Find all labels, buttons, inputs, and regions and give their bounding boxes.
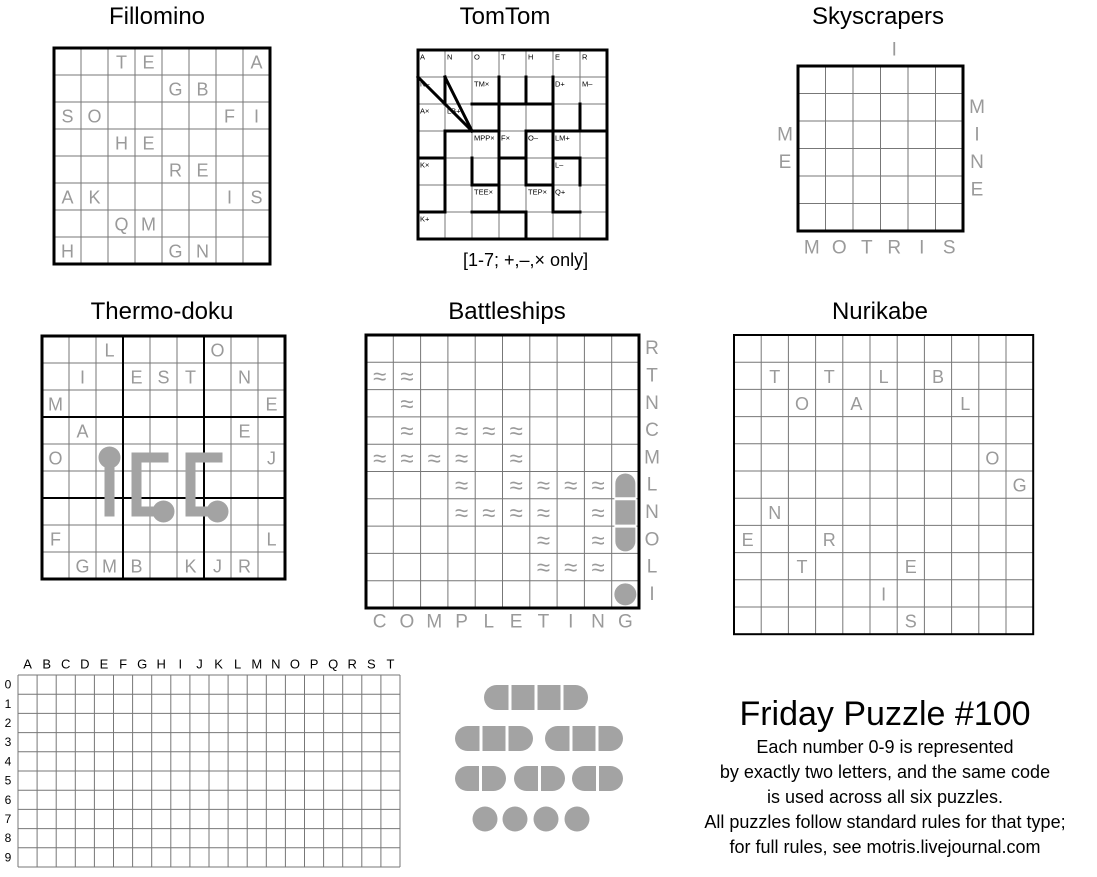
fillomino-clue: N bbox=[196, 241, 209, 262]
skyscrapers-right-clue: E bbox=[970, 179, 984, 201]
answer-row-label: 5 bbox=[4, 773, 12, 788]
nurikabe-clue: O bbox=[985, 448, 1000, 469]
tomtom-cage-clue: TEE× bbox=[474, 187, 493, 197]
fleet-submarine bbox=[534, 807, 559, 832]
info-line: Each number 0-9 is represented bbox=[756, 737, 1014, 757]
nurikabe-clue: L bbox=[878, 366, 889, 387]
fillomino-clue: A bbox=[250, 52, 263, 73]
battleships-row-clue: C bbox=[645, 420, 659, 442]
answer-column-label: B bbox=[42, 656, 51, 672]
water-cell: ≈ bbox=[509, 418, 523, 446]
nurikabe-clue: O bbox=[794, 394, 810, 414]
thermodoku-clue: M bbox=[102, 556, 117, 577]
water-cell: ≈ bbox=[373, 445, 387, 473]
thermodoku-clue: L bbox=[266, 529, 277, 550]
battleships-col-clue: C bbox=[372, 611, 387, 633]
thermodoku-clue: O bbox=[48, 448, 63, 469]
nurikabe-clue: I bbox=[881, 584, 887, 605]
tomtom-cage-clue: H bbox=[528, 52, 534, 62]
thermodoku-clue: E bbox=[130, 367, 143, 388]
answer-row-label: 1 bbox=[4, 696, 12, 711]
tomtom-cage-clue: L– bbox=[555, 160, 564, 170]
nurikabe-clue: R bbox=[822, 530, 836, 550]
tomtom-note: [1-7; +,–,× only] bbox=[463, 250, 589, 270]
thermodoku-clue: M bbox=[48, 394, 63, 415]
thermodoku-clue: K bbox=[184, 556, 197, 577]
water-cell: ≈ bbox=[591, 554, 605, 582]
battleships-col-clue: I bbox=[568, 611, 574, 633]
answer-row-label: 0 bbox=[4, 677, 12, 692]
tomtom-cage-clue: TM× bbox=[474, 79, 490, 89]
nurikabe-clue: N bbox=[768, 502, 782, 523]
water-cell: ≈ bbox=[509, 472, 523, 500]
fillomino-clue: I bbox=[226, 187, 233, 208]
skyscrapers-bottom-clue: I bbox=[919, 237, 925, 259]
water-cell: ≈ bbox=[482, 418, 496, 446]
answer-column-label: P bbox=[309, 656, 319, 672]
answer-column-label: C bbox=[61, 656, 71, 672]
water-cell: ≈ bbox=[536, 527, 551, 555]
fillomino-clue: M bbox=[141, 214, 156, 235]
thermodoku-clue: E bbox=[265, 394, 278, 415]
water-cell: ≈ bbox=[400, 363, 414, 391]
nurikabe-clue: A bbox=[850, 394, 863, 414]
tomtom-cage-clue: Q+ bbox=[555, 187, 566, 197]
tomtom-cage-clue: K× bbox=[420, 160, 430, 170]
battleships-row-clue: M bbox=[644, 447, 660, 469]
answer-column-label: F bbox=[119, 656, 128, 672]
puzzle-info bbox=[665, 693, 1097, 860]
nurikabe-clue: T bbox=[823, 366, 835, 387]
thermodoku-clue: B bbox=[130, 556, 143, 577]
thermodoku-clue: A bbox=[76, 421, 89, 442]
water-cell: ≈ bbox=[454, 418, 469, 446]
nurikabe-clue: B bbox=[931, 366, 945, 387]
thermodoku-clue: J bbox=[213, 556, 222, 577]
answer-column-label: E bbox=[99, 656, 109, 672]
water-cell: ≈ bbox=[454, 472, 469, 500]
battleships-row-clue: R bbox=[645, 338, 659, 360]
fillomino-clue: S bbox=[61, 106, 74, 127]
fillomino-clue: E bbox=[142, 133, 155, 154]
water-cell: ≈ bbox=[509, 499, 523, 527]
ship-submarine bbox=[614, 583, 636, 605]
fillomino-clue: Q bbox=[114, 214, 129, 235]
answer-column-label: A bbox=[23, 656, 32, 672]
thermodoku-clue: S bbox=[157, 367, 170, 388]
water-cell: ≈ bbox=[536, 499, 551, 527]
info-line: All puzzles follow standard rules for that type; bbox=[704, 812, 1066, 832]
fleet-submarine bbox=[565, 807, 590, 832]
fillomino-clue: K bbox=[88, 187, 101, 208]
tomtom-cage-clue: M– bbox=[582, 79, 593, 89]
water-cell: ≈ bbox=[591, 472, 605, 500]
skyscrapers-top-clue: I bbox=[891, 39, 897, 61]
fleet-submarine bbox=[473, 807, 498, 832]
thermodoku-clue: T bbox=[185, 367, 196, 388]
info-line: by exactly two letters, and the same code bbox=[719, 762, 1051, 782]
battleships-col-clue: G bbox=[617, 611, 633, 633]
fillomino-clue: E bbox=[142, 52, 155, 73]
water-cell: ≈ bbox=[427, 445, 441, 473]
thermodoku-clue: E bbox=[238, 421, 251, 442]
answer-row-label: 9 bbox=[4, 850, 12, 865]
thermodoku-clue: N bbox=[238, 367, 251, 388]
fillomino-clue: A bbox=[61, 187, 74, 208]
info-line: for full rules, see motris.livejournal.com bbox=[729, 837, 1041, 857]
battleships-col-clue: N bbox=[591, 611, 605, 633]
tomtom-cage-clue: K+ bbox=[420, 214, 430, 224]
thermodoku-clue: F bbox=[50, 529, 61, 550]
fleet-submarine bbox=[503, 807, 528, 832]
thermodoku-clue: G bbox=[75, 556, 90, 577]
fillomino-clue: S bbox=[250, 187, 263, 208]
tomtom-cage-clue: TEP× bbox=[528, 187, 547, 197]
battleships-row-clue: T bbox=[646, 365, 658, 387]
fillomino-clue: O bbox=[87, 106, 102, 127]
battleships-title: Battleships bbox=[448, 298, 566, 325]
battleships-row-clue: N bbox=[645, 392, 659, 414]
answer-column-label: O bbox=[289, 656, 301, 672]
skyscrapers-title: Skyscrapers bbox=[811, 3, 945, 30]
fillomino-clue: R bbox=[169, 160, 182, 181]
tomtom-cage-clue: O bbox=[474, 52, 480, 62]
thermodoku-clue: R bbox=[238, 556, 251, 577]
answer-row-label: 7 bbox=[4, 812, 12, 826]
answer-column-label: D bbox=[80, 656, 90, 672]
skyscrapers-left-clue: E bbox=[778, 151, 792, 173]
battleships-col-clue: E bbox=[509, 611, 523, 633]
info-line: is used across all six puzzles. bbox=[766, 787, 1004, 807]
water-cell: ≈ bbox=[509, 445, 523, 473]
nurikabe-clue: L bbox=[960, 394, 971, 414]
fillomino-clue: B bbox=[196, 79, 209, 100]
tomtom-title: TomTom bbox=[459, 3, 551, 30]
ship-segment bbox=[615, 474, 635, 552]
nurikabe-clue: T bbox=[796, 557, 808, 578]
answer-column-label: M bbox=[251, 656, 263, 672]
fillomino-clue: E bbox=[196, 160, 209, 181]
water-cell: ≈ bbox=[564, 472, 578, 500]
tomtom-cage-clue: A× bbox=[420, 106, 430, 116]
tomtom-cage-clue: MPP× bbox=[474, 133, 495, 143]
tomtom-cage-clue: N– bbox=[420, 79, 430, 89]
battleships-row-clue: I bbox=[649, 583, 655, 605]
water-cell: ≈ bbox=[454, 445, 469, 473]
battleships-col-clue: T bbox=[537, 611, 550, 633]
skyscrapers-right-clue: I bbox=[974, 124, 980, 146]
water-cell: ≈ bbox=[400, 390, 414, 418]
battleships-row-clue: N bbox=[645, 501, 659, 523]
fillomino-clue: H bbox=[61, 241, 74, 262]
tomtom-cage-clue: T bbox=[501, 52, 506, 62]
fillomino-clue: G bbox=[168, 79, 183, 100]
battleships-col-clue: M bbox=[426, 611, 443, 633]
tomtom-cage-clue: E bbox=[555, 52, 561, 62]
skyscrapers-bottom-clue: T bbox=[860, 237, 873, 259]
fillomino-clue: H bbox=[115, 133, 128, 154]
thermodoku-clue: L bbox=[104, 340, 115, 361]
water-cell: ≈ bbox=[564, 554, 578, 582]
water-cell: ≈ bbox=[400, 445, 414, 473]
tomtom-cage-clue: R bbox=[582, 52, 588, 62]
answer-row-label: 6 bbox=[4, 792, 12, 807]
nurikabe-clue: E bbox=[904, 557, 917, 578]
fleet-cruiser bbox=[455, 726, 533, 751]
thermodoku-clue: O bbox=[210, 340, 225, 361]
water-cell: ≈ bbox=[536, 554, 551, 582]
answer-row-label: 8 bbox=[4, 831, 12, 846]
water-cell: ≈ bbox=[591, 499, 605, 527]
nurikabe-title: Nurikabe bbox=[831, 298, 929, 325]
skyscrapers-right-clue: M bbox=[969, 96, 985, 118]
tomtom-cage-clue: A bbox=[420, 52, 426, 62]
tomtom-cage-clue: F× bbox=[501, 133, 510, 143]
answer-column-label: L bbox=[234, 656, 242, 672]
skyscrapers-bottom-clue: O bbox=[831, 237, 847, 259]
tomtom-cage-clue: N bbox=[447, 52, 453, 62]
skyscrapers-bottom-clue: M bbox=[803, 237, 820, 259]
nurikabe-clue: S bbox=[904, 611, 917, 632]
nurikabe-clue: G bbox=[1012, 475, 1027, 496]
answer-column-label: I bbox=[178, 656, 183, 672]
water-cell: ≈ bbox=[454, 499, 469, 527]
tomtom-cage-clue: D+ bbox=[555, 79, 565, 89]
answer-column-label: R bbox=[347, 656, 357, 672]
skyscrapers-left-clue: M bbox=[777, 124, 793, 146]
tomtom-cage-clue: LB+ bbox=[447, 106, 461, 116]
answer-column-label: H bbox=[156, 656, 166, 672]
answer-row-label: 4 bbox=[4, 754, 12, 769]
fleet-cruiser bbox=[545, 726, 623, 751]
skyscrapers-bottom-clue: R bbox=[887, 237, 902, 259]
nurikabe-clue: E bbox=[741, 530, 754, 550]
info-title: Friday Puzzle #100 bbox=[739, 695, 1031, 733]
battleships-row-clue: L bbox=[646, 474, 658, 496]
tomtom-cage-clue: O– bbox=[528, 133, 539, 143]
nurikabe-clue: T bbox=[769, 366, 781, 387]
water-cell: ≈ bbox=[536, 472, 551, 500]
answer-column-label: T bbox=[386, 656, 395, 672]
answer-column-label: S bbox=[367, 656, 376, 672]
thermodoku-title: Thermo-doku bbox=[90, 298, 234, 325]
answer-column-label: N bbox=[271, 656, 281, 672]
water-cell: ≈ bbox=[482, 499, 496, 527]
thermodoku-clue: I bbox=[79, 367, 86, 388]
fillomino-clue: I bbox=[253, 106, 260, 127]
battleships-row-clue: L bbox=[646, 556, 658, 578]
answer-column-label: J bbox=[196, 656, 203, 672]
battleships-row-clue: O bbox=[644, 529, 660, 551]
water-cell: ≈ bbox=[373, 363, 387, 391]
fillomino-clue: T bbox=[116, 52, 127, 73]
answer-row-label: 3 bbox=[4, 735, 12, 750]
battleships-col-clue: P bbox=[455, 611, 468, 633]
fillomino-clue: G bbox=[168, 241, 183, 262]
fillomino-title: Fillomino bbox=[108, 3, 206, 30]
water-cell: ≈ bbox=[400, 418, 414, 446]
thermodoku-clue: J bbox=[267, 448, 276, 469]
battleships-col-clue: O bbox=[399, 611, 415, 633]
fillomino-clue: F bbox=[224, 106, 235, 127]
skyscrapers-bottom-clue: S bbox=[942, 237, 956, 259]
skyscrapers-right-clue: N bbox=[970, 151, 984, 173]
answer-row-label: 2 bbox=[4, 716, 12, 730]
tomtom-cage-clue: LM+ bbox=[555, 133, 570, 143]
answer-column-label: K bbox=[214, 656, 223, 672]
answer-column-label: Q bbox=[328, 656, 339, 672]
answer-column-label: G bbox=[137, 656, 148, 672]
battleships-col-clue: L bbox=[483, 611, 495, 633]
water-cell: ≈ bbox=[591, 527, 605, 555]
